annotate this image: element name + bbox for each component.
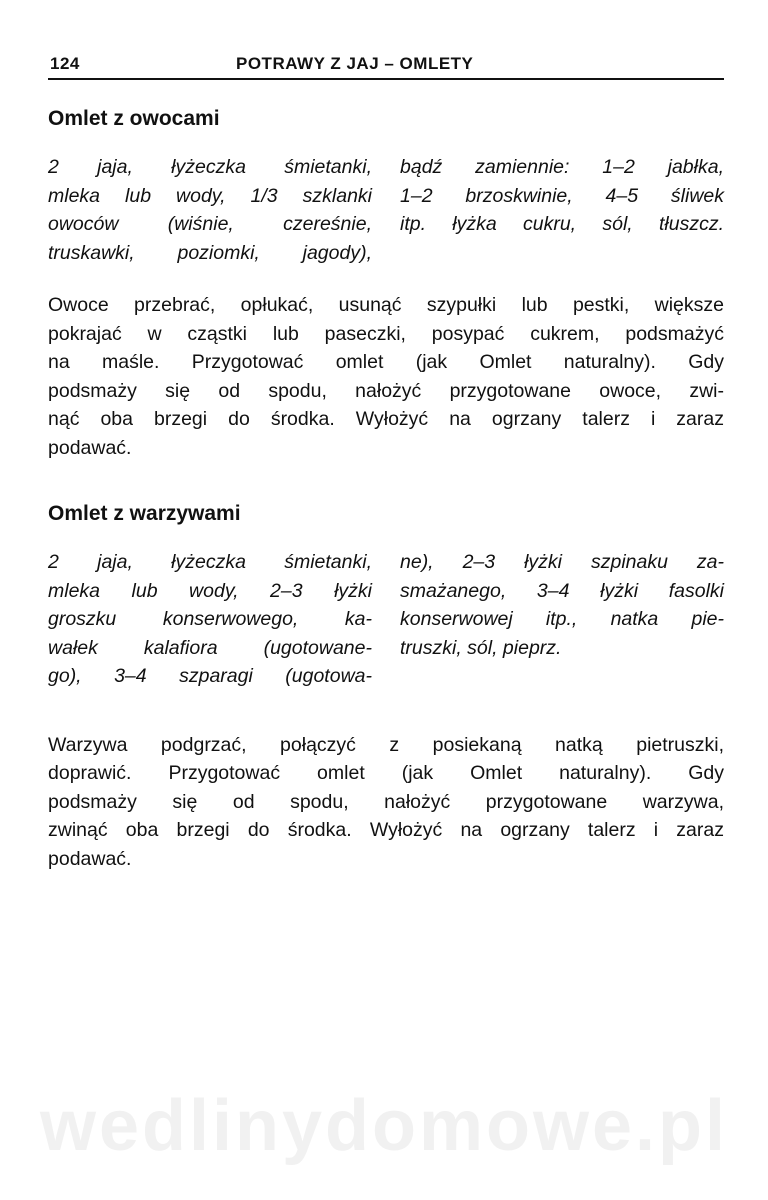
instruction-line: podawać. <box>48 436 132 459</box>
instruction-line: Owoce przebrać, opłukać, usunąć szypułki lub pestki, większe <box>48 294 724 316</box>
ingredient-line: 2 jaja, łyżeczka śmietanki, <box>48 156 372 178</box>
instructions-omlet-z-owocami <box>48 291 724 462</box>
instruction-line: pokrajać w cząstki lub paseczki, posypać cukrem, podsmażyć <box>48 322 724 345</box>
ingredient-line: mleka lub wody, 1/3 szklanki <box>48 184 372 207</box>
ingredient-line: groszku konserwowego, ka- <box>48 608 372 630</box>
ingredient-line: owoców (wiśnie, czereśnie, <box>48 213 372 235</box>
ingredient-line: itp. łyżka cukru, sól, tłuszcz. <box>400 213 724 235</box>
instruction-line: nąć oba brzegi do środka. Wyłożyć na ogrzany talerz i zaraz <box>48 408 724 430</box>
instruction-line: zwinąć oba brzegi do środka. Wyłożyć na ogrzany talerz i zaraz <box>48 819 724 841</box>
ingredient-line: go), 3–4 szparagi (ugotowa- <box>48 665 372 687</box>
section-title-omlet-z-owocami: Omlet z owocami <box>48 107 220 130</box>
instruction-line: podawać. <box>48 847 132 870</box>
ingredients-right-column <box>400 153 724 267</box>
ingredient-line: smażanego, 3–4 łyżki fasolki <box>400 579 724 602</box>
instruction-line: podsmaży się od spodu, nałożyć przygotowane owoce, zwi- <box>48 379 724 402</box>
ingredient-line: konserwowej itp., natka pie- <box>400 608 724 630</box>
book-page <box>48 52 724 873</box>
running-head-title: POTRAWY Z JAJ – OMLETY <box>236 54 474 73</box>
ingredient-line: truskawki, poziomki, jagody), <box>48 241 372 264</box>
instructions-omlet-z-warzywami <box>48 731 724 874</box>
ingredient-line: wałek kalafiora (ugotowane- <box>48 636 372 659</box>
instruction-line: Warzywa podgrzać, połączyć z posiekaną natką pietruszki, <box>48 733 724 756</box>
ingredients-right-column <box>400 548 724 691</box>
ingredients-omlet-z-warzywami <box>48 548 724 691</box>
instruction-line: podsmaży się od spodu, nałożyć przygotowane warzywa, <box>48 790 724 813</box>
ingredient-line: mleka lub wody, 2–3 łyżki <box>48 579 372 602</box>
ingredient-line: bądź zamiennie: 1–2 jabłka, <box>400 156 724 178</box>
ingredient-line: 2 jaja, łyżeczka śmietanki, <box>48 551 372 573</box>
watermark: wedlinydomowe.pl <box>39 1086 729 1166</box>
ingredients-omlet-z-owocami <box>48 153 724 267</box>
ingredient-line: 1–2 brzoskwinie, 4–5 śliwek <box>400 184 724 207</box>
ingredient-line: truszki, sól, pieprz. <box>400 636 562 659</box>
ingredient-line: ne), 2–3 łyżki szpinaku za- <box>400 551 724 573</box>
running-head <box>48 52 724 80</box>
ingredients-left-column <box>48 153 372 267</box>
ingredients-left-column <box>48 548 372 691</box>
instruction-line: na maśle. Przygotować omlet (jak Omlet naturalny). Gdy <box>48 351 724 373</box>
page-number: 124 <box>50 54 80 73</box>
instruction-line: doprawić. Przygotować omlet (jak Omlet naturalny). Gdy <box>48 762 724 784</box>
section-title-omlet-z-warzywami: Omlet z warzywami <box>48 502 241 525</box>
